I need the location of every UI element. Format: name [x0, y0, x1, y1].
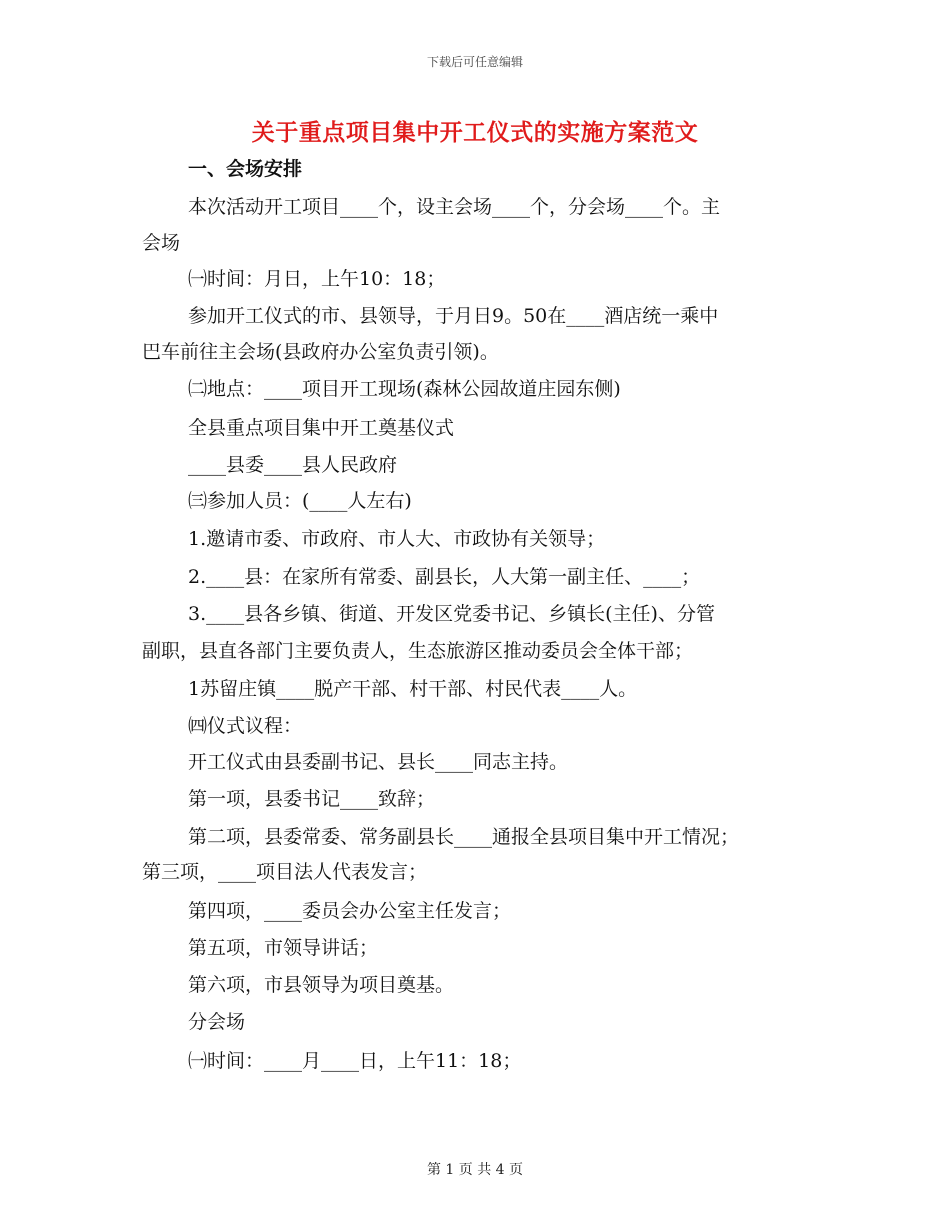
paragraph-line: ㈣仪式议程：	[188, 715, 303, 737]
paragraph-line: 巴车前往主会场(县政府办公室负责引领)。	[142, 341, 499, 363]
paragraph-line: ____县委____县人民政府	[188, 454, 398, 476]
paragraph-line: 本次活动开工项目____个，设主会场____个，分会场____个。主	[188, 196, 721, 218]
paragraph-line: ㈢参加人员：(____人左右)	[188, 490, 412, 512]
agenda-item: 第六项，市县领导为项目奠基。	[188, 974, 455, 996]
page-header: 下载后可任意编辑	[426, 55, 523, 69]
section-heading: 一、会场安排	[188, 158, 303, 180]
list-item: 3.____县各乡镇、街道、开发区党委书记、乡镇长(主任)、分管	[188, 603, 715, 625]
paragraph-line: 开工仪式由县委副书记、县长____同志主持。	[188, 751, 569, 773]
list-item: 1.邀请市委、市政府、市人大、市政协有关领导；	[188, 528, 606, 550]
paragraph-line: 全县重点项目集中开工奠基仪式	[188, 417, 455, 439]
paragraph-line: 分会场	[188, 1011, 246, 1033]
list-item: 副职，县直各部门主要负责人，生态旅游区推动委员会全体干部；	[142, 640, 694, 662]
agenda-item: 第三项，____项目法人代表发言；	[142, 861, 428, 883]
list-item: 1苏留庄镇____脱产干部、村干部、村民代表____人。	[188, 678, 638, 700]
agenda-item: 第五项，市领导讲话；	[188, 937, 379, 959]
paragraph-line: ㈡地点：____项目开工现场(森林公园故道庄园东侧)	[188, 378, 621, 400]
page-footer: 第 1 页 共 4 页	[426, 1162, 524, 1178]
agenda-item: 第一项，县委书记____致辞；	[188, 788, 436, 810]
agenda-item: 第二项，县委常委、常务副县长____通报全县项目集中开工情况；	[188, 826, 740, 848]
paragraph-line: ㈠时间：____月____日，上午11：18；	[188, 1050, 522, 1072]
agenda-item: 第四项，____委员会办公室主任发言；	[188, 900, 512, 922]
paragraph-line: 会场	[142, 232, 181, 254]
document-title: 关于重点项目集中开工仪式的实施方案范文	[251, 119, 699, 146]
paragraph-line: 参加开工仪式的市、县领导，于月日9。50在____酒店统一乘中	[188, 305, 719, 327]
list-item: 2.____县：在家所有常委、副县长，人大第一副主任、____；	[188, 566, 701, 588]
paragraph-line: ㈠时间：月日，上午10：18；	[188, 268, 446, 290]
